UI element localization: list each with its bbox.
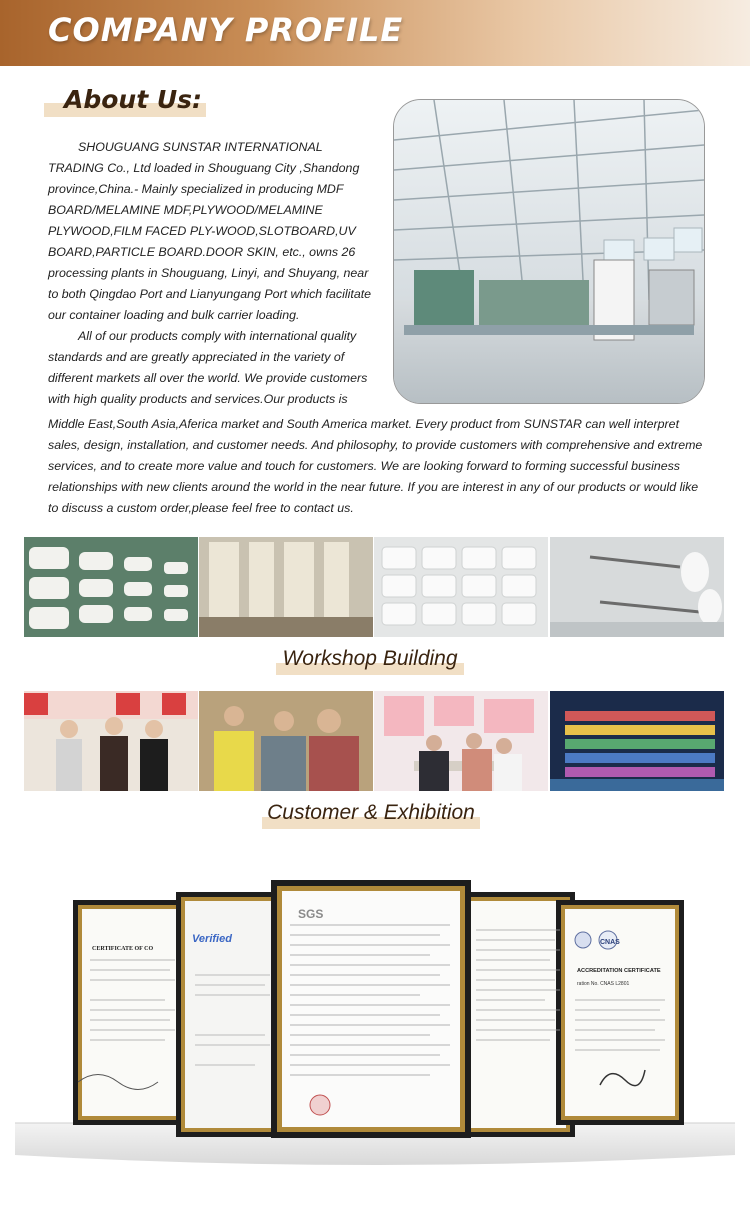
workshop-photo-1	[24, 537, 198, 637]
factory-interior-photo	[393, 99, 705, 404]
workshop-label	[276, 649, 464, 675]
cert1-heading: CERTIFICATE OF CO	[92, 946, 154, 952]
workshop-photo-2	[199, 537, 373, 637]
certificate-frame-5	[556, 900, 684, 1125]
about-heading-text: About Us:	[64, 85, 203, 114]
customer-photo-3	[374, 691, 548, 791]
cnas-logo: CNAS	[600, 939, 620, 946]
customer-photo-2	[199, 691, 373, 791]
workshop-photo-3	[374, 537, 548, 637]
about-paragraph-2: All of our products comply with international quality standards and are greatly appreciated in the variety of different markets all over the world. We provide customers with high quality products and services.Our products is	[48, 329, 368, 406]
customer-label-text: Customer & Exhibition	[267, 801, 475, 824]
certificate-frame-1	[73, 900, 191, 1125]
sgs-logo: SGS	[298, 907, 324, 921]
cert5-heading: ACCREDITATION CERTIFICATE	[577, 968, 661, 974]
about-heading	[44, 85, 206, 117]
verified-logo: Verified	[192, 933, 232, 945]
page-title: COMPANY PROFILE	[48, 11, 404, 49]
cert5-number: ration No. CNAS L2801	[577, 981, 630, 987]
workshop-photo-4	[550, 537, 724, 637]
customer-photo-4	[550, 691, 724, 791]
certificate-frame-2	[176, 892, 286, 1137]
certificates-display	[0, 860, 750, 1217]
about-paragraph-1: SHOUGUANG SUNSTAR INTERNATIONAL TRADING Co., Ltd loaded in Shouguang City ,Shandong province,China.- Mainly specialized in producing MDF BOARD/MELAMINE MDF,PLYWOOD/MELAMINE PLYWOOD,FILM FACED PLY-WOOD,SLOTBOARD,UV BOARD,PARTICLE BOARD.DOOR SKIN, etc., owns 26 processing plants in Shouguang, Linyi, and Shuyang, near to both Qingdao Port and Lianyungang Port which facilitate our container loading and bulk carrier loading.	[48, 140, 372, 322]
customer-photo-1	[24, 691, 198, 791]
customer-label	[262, 803, 480, 829]
about-paragraph-3: Middle East,South Asia,Aferica market and South America market. Every product from SUNSTAR can well interpret sales, design, installation, and customer needs. And philosophy, to provide customers with comprehensive and extreme services, and to create more value and touch for customers. We are looking forward to forming successful business relationships with new clients around the world in the near future. If you are interest in any of our products or would like to discuss a custom order,please feel free to contact us.	[48, 417, 703, 515]
header-banner	[0, 0, 750, 66]
workshop-label-text: Workshop Building	[282, 647, 458, 670]
